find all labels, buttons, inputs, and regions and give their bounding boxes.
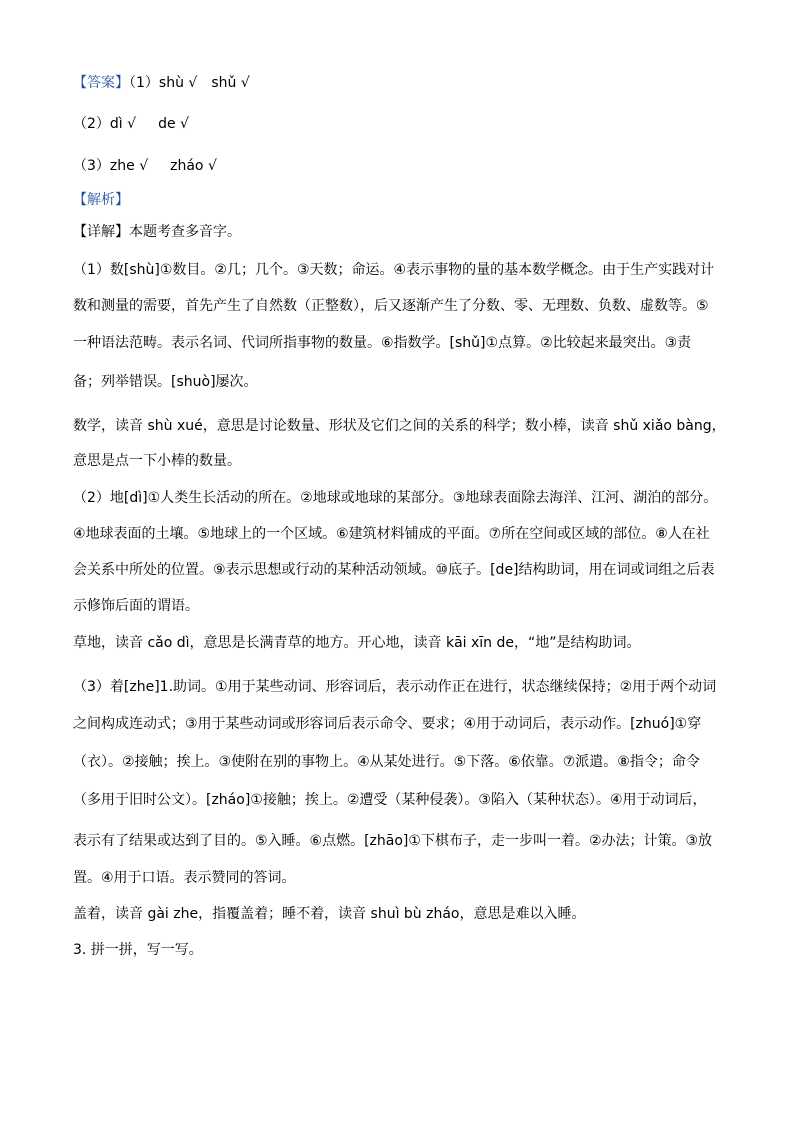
text-line: （多用于旧时公文）。[zháo]①接触；挨上。②遭受（某种侵袭）。③陷入（某种状态）。④用于动词后， <box>73 792 707 808</box>
answer-line-2 <box>73 114 189 134</box>
answer-2-a: （2）dì √ <box>73 116 137 132</box>
text-line: ④地球表面的土壤。⑤地球上的一个区域。⑥建筑材料铺成的平面。⑦所在空间或区域的部位。⑧人在社 <box>73 526 710 542</box>
text-line: 备；列举错误。[shuò]屡次。 <box>73 374 258 390</box>
question-heading: 3. 拼一拼，写一写。 <box>73 942 203 958</box>
detail-text: 本题考查多音字。 <box>129 224 241 240</box>
text-line: 示修饰后面的谓语。 <box>73 598 199 614</box>
text-line: 一种语法范畴。表示名词、代词所指事物的数量。⑥指数学。[shǔ]①点算。②比较起来最突出。③责 <box>73 335 692 351</box>
text-line: （衣）。②接触；挨上。③使附在别的事物上。④从某处进行。⑤下落。⑥依靠。⑦派遣。⑧指令；命令 <box>73 754 700 770</box>
text-line: 意思是点一下小棒的数量。 <box>73 453 241 469</box>
answer-2-b: de √ <box>158 116 189 132</box>
answer-line-3 <box>73 156 217 176</box>
answer-line-1 <box>73 73 250 93</box>
text-line: 草地，读音 cǎo dì，意思是长满青草的地方。开心地，读音 kāi xīn de，“地”是结构助词。 <box>73 635 641 651</box>
text-line: 数和测量的需要，首先产生了自然数（正整数），后又逐渐产生了分数、零、无理数、负数、虚数等。⑤ <box>73 298 709 314</box>
text-line: 盖着，读音 gài zhe，指覆盖着；睡不着，读音 shuì bù zháo，意思是难以入睡。 <box>73 906 586 922</box>
answer-label: 【答案】 <box>73 75 129 91</box>
detail-line <box>73 222 241 242</box>
analysis-label: 【解析】 <box>73 192 129 208</box>
text-line: （3）着[zhe]1.助词。①用于某些动词、形容词后，表示动作正在进行，状态继续保持；②用于两个动词 <box>73 679 717 695</box>
answer-1-a: （1）shù √ <box>129 75 198 91</box>
text-line: （2）地[dì]①人类生长活动的所在。②地球或地球的某部分。③地球表面除去海洋、江河、湖泊的部分。 <box>73 490 718 506</box>
answer-1-b: shǔ √ <box>211 75 250 91</box>
text-line: 表示有了结果或达到了目的。⑤入睡。⑥点燃。[zhāo]①下棋布子，走一步叫一着。②办法；计策。③放 <box>73 833 713 849</box>
answer-3-b: zháo √ <box>170 158 217 174</box>
detail-label: 【详解】 <box>73 224 129 240</box>
text-line: 之间构成连动式；③用于某些动词或形容词后表示命令、要求；④用于动词后，表示动作。[zhuó]①穿 <box>73 716 702 732</box>
text-line: （1）数[shù]①数目。②几；几个。③天数；命运。④表示事物的量的基本数学概念。由于生产实践对计 <box>73 262 715 278</box>
text-line: 会关系中所处的位置。⑨表示思想或行动的某种活动领域。⑩底子。[de]结构助词，用在词或词组之后表 <box>73 562 715 578</box>
text-line: 置。④用于口语。表示赞同的答词。 <box>73 870 296 886</box>
answer-3-a: （3）zhe √ <box>73 158 149 174</box>
text-line: 数学，读音 shù xué，意思是讨论数量、形状及它们之间的关系的科学；数小棒，读音 shǔ xiǎo bàng， <box>73 418 726 434</box>
